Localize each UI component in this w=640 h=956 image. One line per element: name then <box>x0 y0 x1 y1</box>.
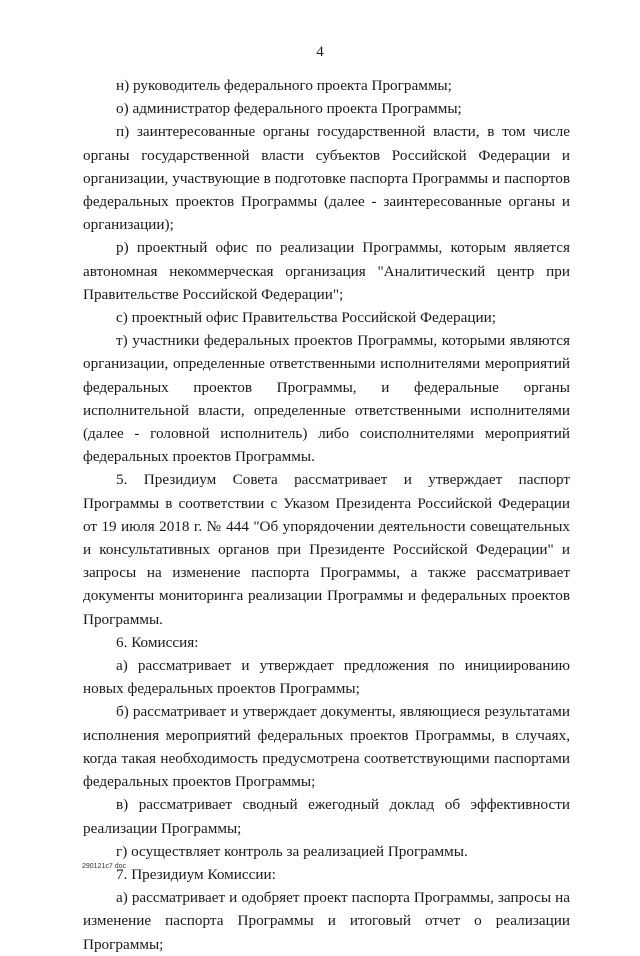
paragraph-r: р) проектный офис по реализации Программы, которым является автономная некоммерческая организация "Аналитический центр при Правительстве Российской Федерации"; <box>83 239 570 303</box>
paragraph-p: п) заинтересованные органы государственной власти, в том числе органы государственной власти субъектов Российской Федерации и организации, участвующие в подготовке паспорта Программы и паспортов федеральных проектов Программы (далее - заинтересованные органы и организации); <box>83 123 570 234</box>
paragraph-6-heading: 6. Комиссия: <box>116 633 199 651</box>
paragraph-7-heading: 7. Президиум Комиссии: <box>116 865 276 883</box>
page-number: 4 <box>316 44 324 60</box>
paragraph-n: н) руководитель федерального проекта Программы; <box>116 77 452 94</box>
paragraph-6a: а) рассматривает и утверждает предложения по инициированию новых федеральных проектов Программы; <box>83 657 570 698</box>
paragraph-t: т) участники федеральных проектов Программы, которыми являются организации, определенные ответственными исполнителями мероприятий федеральных проектов Программы, и федеральные органы исполнительной власти, определенные ответственными исполнителями (далее - головной исполнитель) либо соисполнителями мероприятий федеральных проектов Программы. <box>83 332 570 466</box>
paragraph-o: о) администратор федерального проекта Программы; <box>116 100 462 118</box>
paragraph-6v: в) рассматривает сводный ежегодный доклад об эффективности реализации Программы; <box>83 796 570 837</box>
paragraph-s: с) проектный офис Правительства Российской Федерации; <box>116 309 496 327</box>
document-body <box>83 74 570 956</box>
paragraph-5: 5. Президиум Совета рассматривает и утверждает паспорт Программы в соответствии с Указом Президента Российской Федерации от 19 июля 2018 г. № 444 "Об упорядочении деятельности совещательных и консультативных органов при Президенте Российской Федерации" и запросы на изменение паспорта Программы, а также рассматривает документы мониторинга реализации Программы и федеральных проектов Программы. <box>83 471 570 628</box>
document-footer: 290121c7 doc <box>82 863 126 870</box>
paragraph-6g: г) осуществляет контроль за реализацией Программы. <box>116 842 468 860</box>
paragraph-6b: б) рассматривает и утверждает документы, являющиеся результатами исполнения мероприятий федеральных проектов Программы, в случаях, когда такая необходимость предусмотрена соответствующими паспортами федеральных проектов Программы; <box>83 703 570 791</box>
paragraph-7a: а) рассматривает и одобряет проект паспорта Программы, запросы на изменение паспорта Программы и итоговый отчет о реализации Программы; <box>83 889 570 953</box>
